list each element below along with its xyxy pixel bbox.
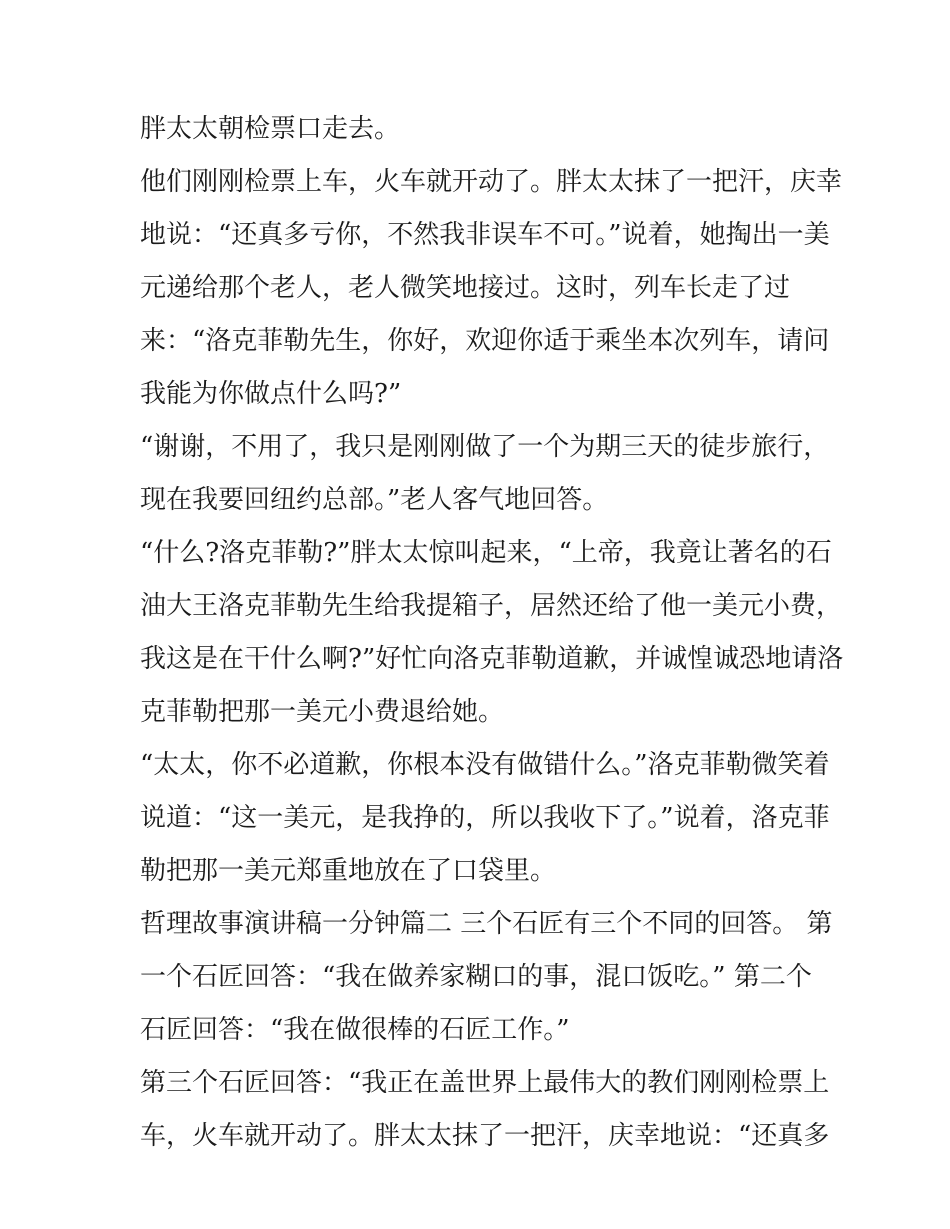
text-line: 他们刚刚检票上车，火车就开动了。胖太太抹了一把汗，庆幸 xyxy=(140,167,843,197)
text-line: 我能为你做点什么吗?” xyxy=(140,379,402,409)
text-line: 勒把那一美元郑重地放在了口袋里。 xyxy=(140,856,557,886)
text-line: 克菲勒把那一美元小费退给她。 xyxy=(140,697,505,727)
text-line: 胖太太朝检票口走去。 xyxy=(140,114,401,144)
text-line: 来：“洛克菲勒先生，你好，欢迎你适于乘坐本次列车，请问 xyxy=(140,326,830,356)
text-line: 现在我要回纽约总部。”老人客气地回答。 xyxy=(140,485,609,515)
text-line: “谢谢，不用了，我只是刚刚做了一个为期三天的徒步旅行， xyxy=(140,432,830,462)
text-line: 一个石匠回答：“我在做养家糊口的事，混口饭吃。” 第二个 xyxy=(140,962,812,992)
text-line: 第三个石匠回答：“我正在盖世界上最伟大的教们刚刚检票上 xyxy=(140,1068,830,1098)
text-line: 油大王洛克菲勒先生给我提箱子，居然还给了他一美元小费， xyxy=(140,591,843,621)
text-line: 哲理故事演讲稿一分钟篇二 三个石匠有三个不同的回答。 第 xyxy=(140,909,833,939)
text-line: “什么?洛克菲勒?”胖太太惊叫起来，“上帝，我竟让著名的石 xyxy=(140,538,832,568)
text-line: 元递给那个老人，老人微笑地接过。这时，列车长走了过 xyxy=(140,273,791,303)
text-line: 说道：“这一美元，是我挣的，所以我收下了。”说着，洛克菲 xyxy=(140,803,830,833)
text-line: “太太，你不必道歉，你根本没有做错什么。”洛克菲勒微笑着 xyxy=(140,750,830,780)
text-line: 我这是在干什么啊?”好忙向洛克菲勒道歉，并诚惶诚恐地请洛 xyxy=(140,644,844,674)
text-line: 石匠回答：“我在做很棒的石匠工作。” xyxy=(140,1015,570,1045)
text-line: 地说：“还真多亏你，不然我非误车不可。”说着，她掏出一美 xyxy=(140,220,830,250)
text-line: 车，火车就开动了。胖太太抹了一把汗，庆幸地说：“还真多 xyxy=(140,1121,830,1151)
